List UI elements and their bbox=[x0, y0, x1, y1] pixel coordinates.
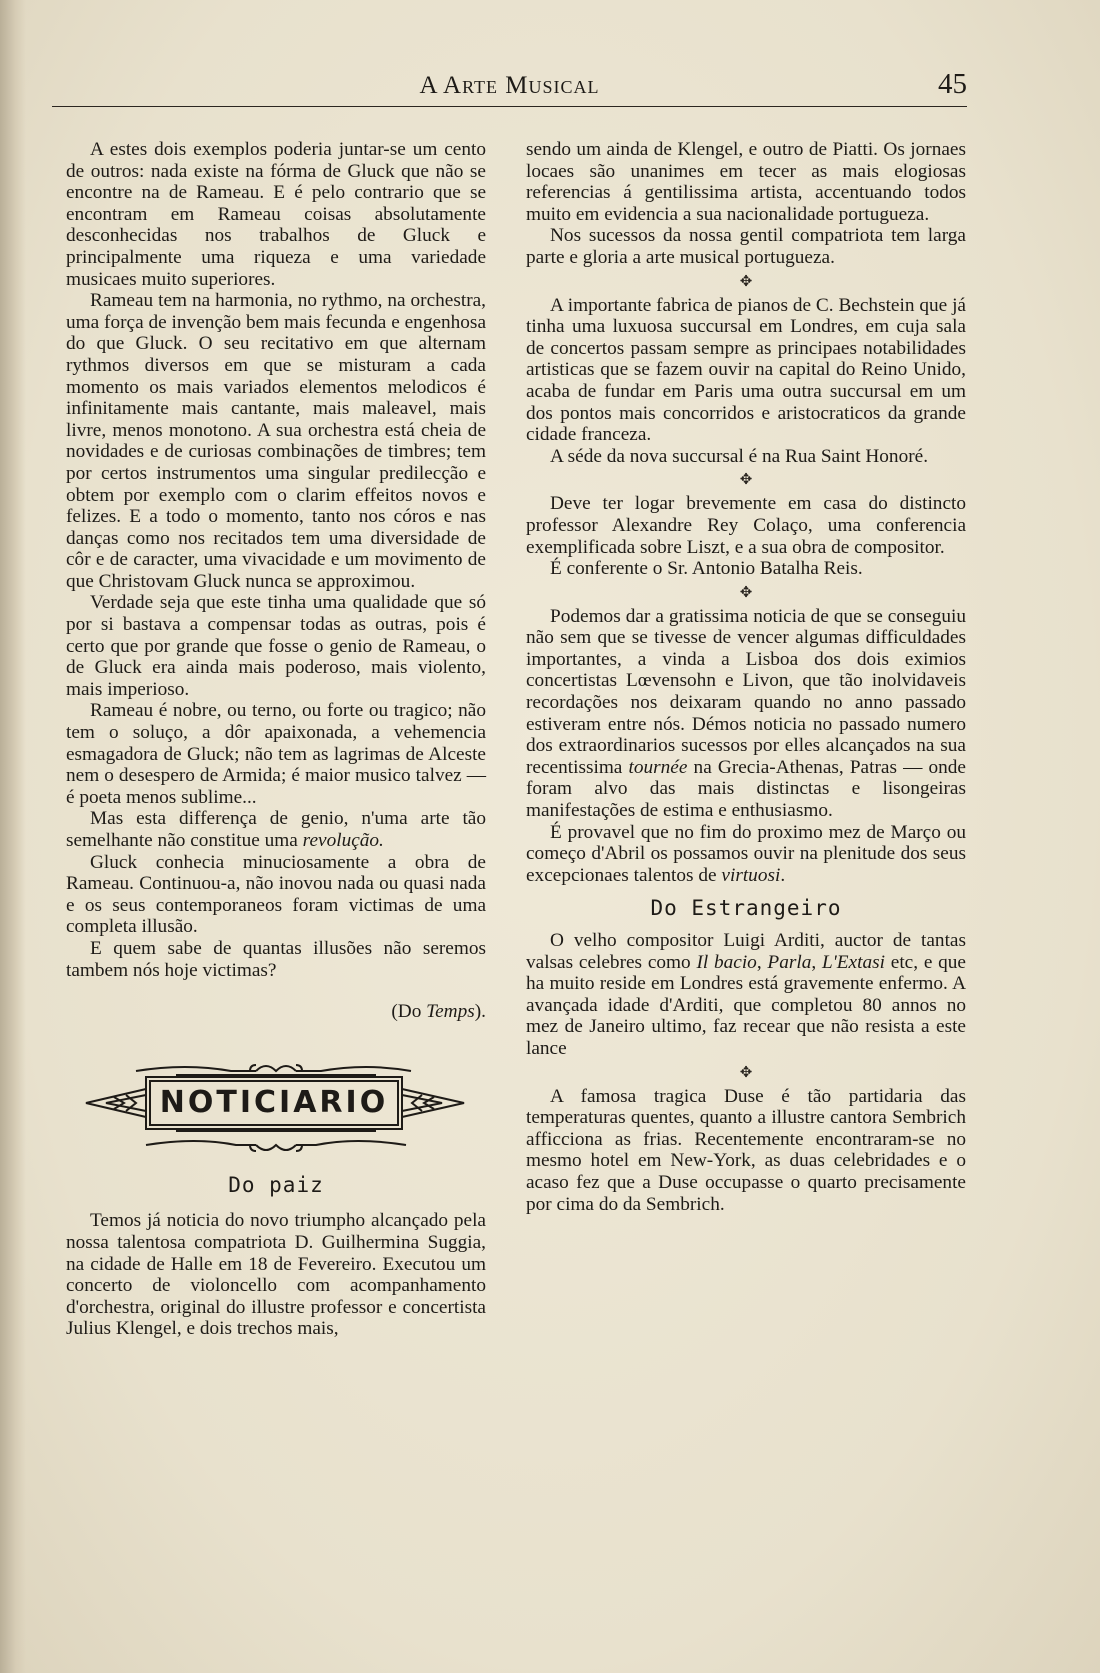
right-column bbox=[526, 139, 966, 1215]
paragraph-text: Podemos dar a gratissima noticia de que se conseguiu não sem que se tivesse de vencer algumas difficuldades importantes, a vinda a Lisboa dos dois eximios concertistas Lœvensohn e Livon, que tão inolvidaveis recordações nos deixaram quando no anno passado estiveram entre nós. Démos noticia no passado numero dos extraordinarios sucessos por elles alcançados na sua recentissima bbox=[526, 605, 966, 778]
paragraph: E quem sabe de quantas illusões não seremos tambem nós hoje victimas? bbox=[66, 937, 486, 981]
italic-word: virtuosi bbox=[721, 864, 781, 886]
italic-word: tournée bbox=[628, 756, 688, 778]
paragraph bbox=[66, 808, 486, 851]
paragraph: Temos já noticia do novo triumpho alcançado pela nossa talentosa compatriota D. Guilhermina Suggia, na cidade de Halle em 18 de Fevereiro. Executou um concerto de violoncello com acompanhamento d'orchestra, original do illustre professor e concertista Julius Klengel, e dois trechos mais, bbox=[66, 1210, 486, 1340]
italic-word: revolução. bbox=[302, 830, 384, 851]
paragraph: Nos sucessos da nossa gentil compatriota tem larga parte e gloria a arte musical portugueza. bbox=[526, 225, 966, 268]
paragraph: Rameau é nobre, ou terno, ou forte ou tragico; não tem o soluço, a dôr apaixonada, a vehemencia esmagadora de Gluck; não tem as lagrimas de Alceste nem o desespero de Armida; é maior musico talvez — é poeta menos sublime... bbox=[66, 700, 486, 808]
ornament-separator-icon: ✥ bbox=[739, 273, 753, 290]
ornament-separator-icon: ✥ bbox=[739, 1064, 753, 1081]
attribution-open: (Do bbox=[391, 1001, 427, 1023]
paragraph: sendo um ainda de Klengel, e outro de Piatti. Os jornaes locaes são unanimes em tecer as mais elogiosas referencias á gentilissima artista, accentuando todos muito em evidencia a sua nacionalidade portugueza. bbox=[526, 139, 966, 225]
paragraph bbox=[526, 930, 966, 1060]
paragraph-text: O velho compositor Luigi Arditi, auctor de tantas valsas celebres como bbox=[526, 930, 966, 973]
section-heading-do-paiz: Do paiz bbox=[228, 1172, 324, 1197]
ornament-separator-icon: ✥ bbox=[739, 472, 753, 489]
comma: , bbox=[756, 951, 768, 973]
page-header bbox=[52, 66, 967, 107]
paragraph bbox=[526, 822, 966, 887]
paragraph: Verdade seja que este tinha uma qualidade que só por si bastava a compensar todas as outras, pois é certo que por grande que fosse o genio de Rameau, o de Gluck era ainda mais poderoso, mais violento, mais imperioso. bbox=[66, 592, 486, 700]
source-attribution bbox=[66, 1001, 486, 1023]
paragraph: A séde da nova succursal é na Rua Saint Honoré. bbox=[550, 445, 929, 467]
left-column bbox=[66, 139, 486, 1340]
paragraph-text: Mas esta differença de genio, n'uma arte tão semelhante não constitue uma bbox=[66, 808, 486, 851]
paragraph: A estes dois exemplos poderia juntar-se um cento de outros: nada existe na fórma de Gluck que não se encontre na de Rameau. E é pelo contrario que se encontram em Rameau coisas absolutamente desconhecidas nos trabalhos de Gluck e principalmente uma riqueza e uma variedade musicaes muito superiores. bbox=[66, 139, 486, 290]
page-number: 45 bbox=[938, 68, 967, 100]
paragraph-text: etc, e que ha muito reside em Londres está gravemente enfermo. A avançada idade d'Arditi, que completou 80 annos no mez de Janeiro ultimo, faz recear que não resista a este lance bbox=[526, 951, 966, 1059]
paragraph-text: É provavel que no fim do proximo mez de Março ou começo d'Abril os possamos ouvir na plenitude dos seus excepcionaes talentos de bbox=[526, 821, 966, 886]
section-heading-do-estrangeiro: Do Estrangeiro bbox=[650, 896, 842, 921]
italic-title: Il bacio bbox=[696, 951, 757, 973]
attribution-source: Temps bbox=[426, 1001, 475, 1023]
paragraph bbox=[526, 606, 966, 822]
paragraph: Rameau tem na harmonia, no rythmo, na orchestra, uma força de invenção bem mais fecunda e engenhosa do que Gluck. O seu recitativo em que alternam rythmos diversos em que se misturam a cada momento os mais variados elementos melodicos é infinitamente mais cantante, mais maleavel, mais livre, menos monotono. A sua orchestra está cheia de novidades e de curiosas combinações de timbres; tem por certos instrumentos uma singular predilecção e obtem por exemplo com o clarim effeitos novos e felizes. E a todo o momento, tanto nos córos e nas danças como nos recitados tem uma diversidade de côr e de caracter, uma vivacidade e um movimento de que Christovam Gluck nunca se approximou. bbox=[66, 290, 486, 592]
comma: , bbox=[811, 951, 822, 973]
paragraph: Deve ter logar brevemente em casa do distincto professor Alexandre Rey Colaço, uma conferencia exemplificada sobre Liszt, e a sua obra de compositor. bbox=[526, 493, 966, 558]
banner-title: NOTICIARIO bbox=[159, 1084, 389, 1120]
paragraph: Gluck conhecia minuciosamente a obra de Rameau. Continuou-a, não inovou nada ou quasi nada e os seus contemporaneos foram victimas de uma completa illusão. bbox=[66, 851, 486, 938]
paragraph: A importante fabrica de pianos de C. Bechstein que já tinha uma luxuosa succursal em Londres, em cuja sala de concertos passam sempre as principaes notabilidades artisticas que se fazem ouvir na capital do Reino Unido, acaba de fundar em Paris uma outra succursal em um dos pontos mais concorridos e aristocraticos da grande cidade franceza. bbox=[526, 294, 966, 446]
ornament-separator-icon: ✥ bbox=[739, 584, 753, 601]
paragraph-text: . bbox=[780, 864, 786, 886]
running-title: A Arte Musical bbox=[419, 72, 600, 99]
italic-title: Parla bbox=[767, 951, 812, 973]
noticiario-banner bbox=[66, 1041, 486, 1161]
paragraph: A famosa tragica Duse é tão partidaria das temperaturas quentes, quanto a illustre cantora Sembrich afficciona as frias. Recentemente encontraram-se no mesmo hotel em New-York, as duas celebridades e o acaso fez que a Duse occupasse o quarto precisamente por cima do da Sembrich. bbox=[526, 1085, 966, 1215]
paragraph: É conferente o Sr. Antonio Batalha Reis. bbox=[550, 558, 863, 580]
attribution-close: ). bbox=[474, 1001, 486, 1023]
paragraph-text: na Grecia-Athenas, Patras — onde foram alvo das mais distinctas e lisongeiras manifestações de estima e enthusiasmo. bbox=[526, 756, 966, 822]
page-edge-shadow bbox=[0, 0, 26, 1673]
italic-title: L'Extasi bbox=[821, 951, 885, 973]
